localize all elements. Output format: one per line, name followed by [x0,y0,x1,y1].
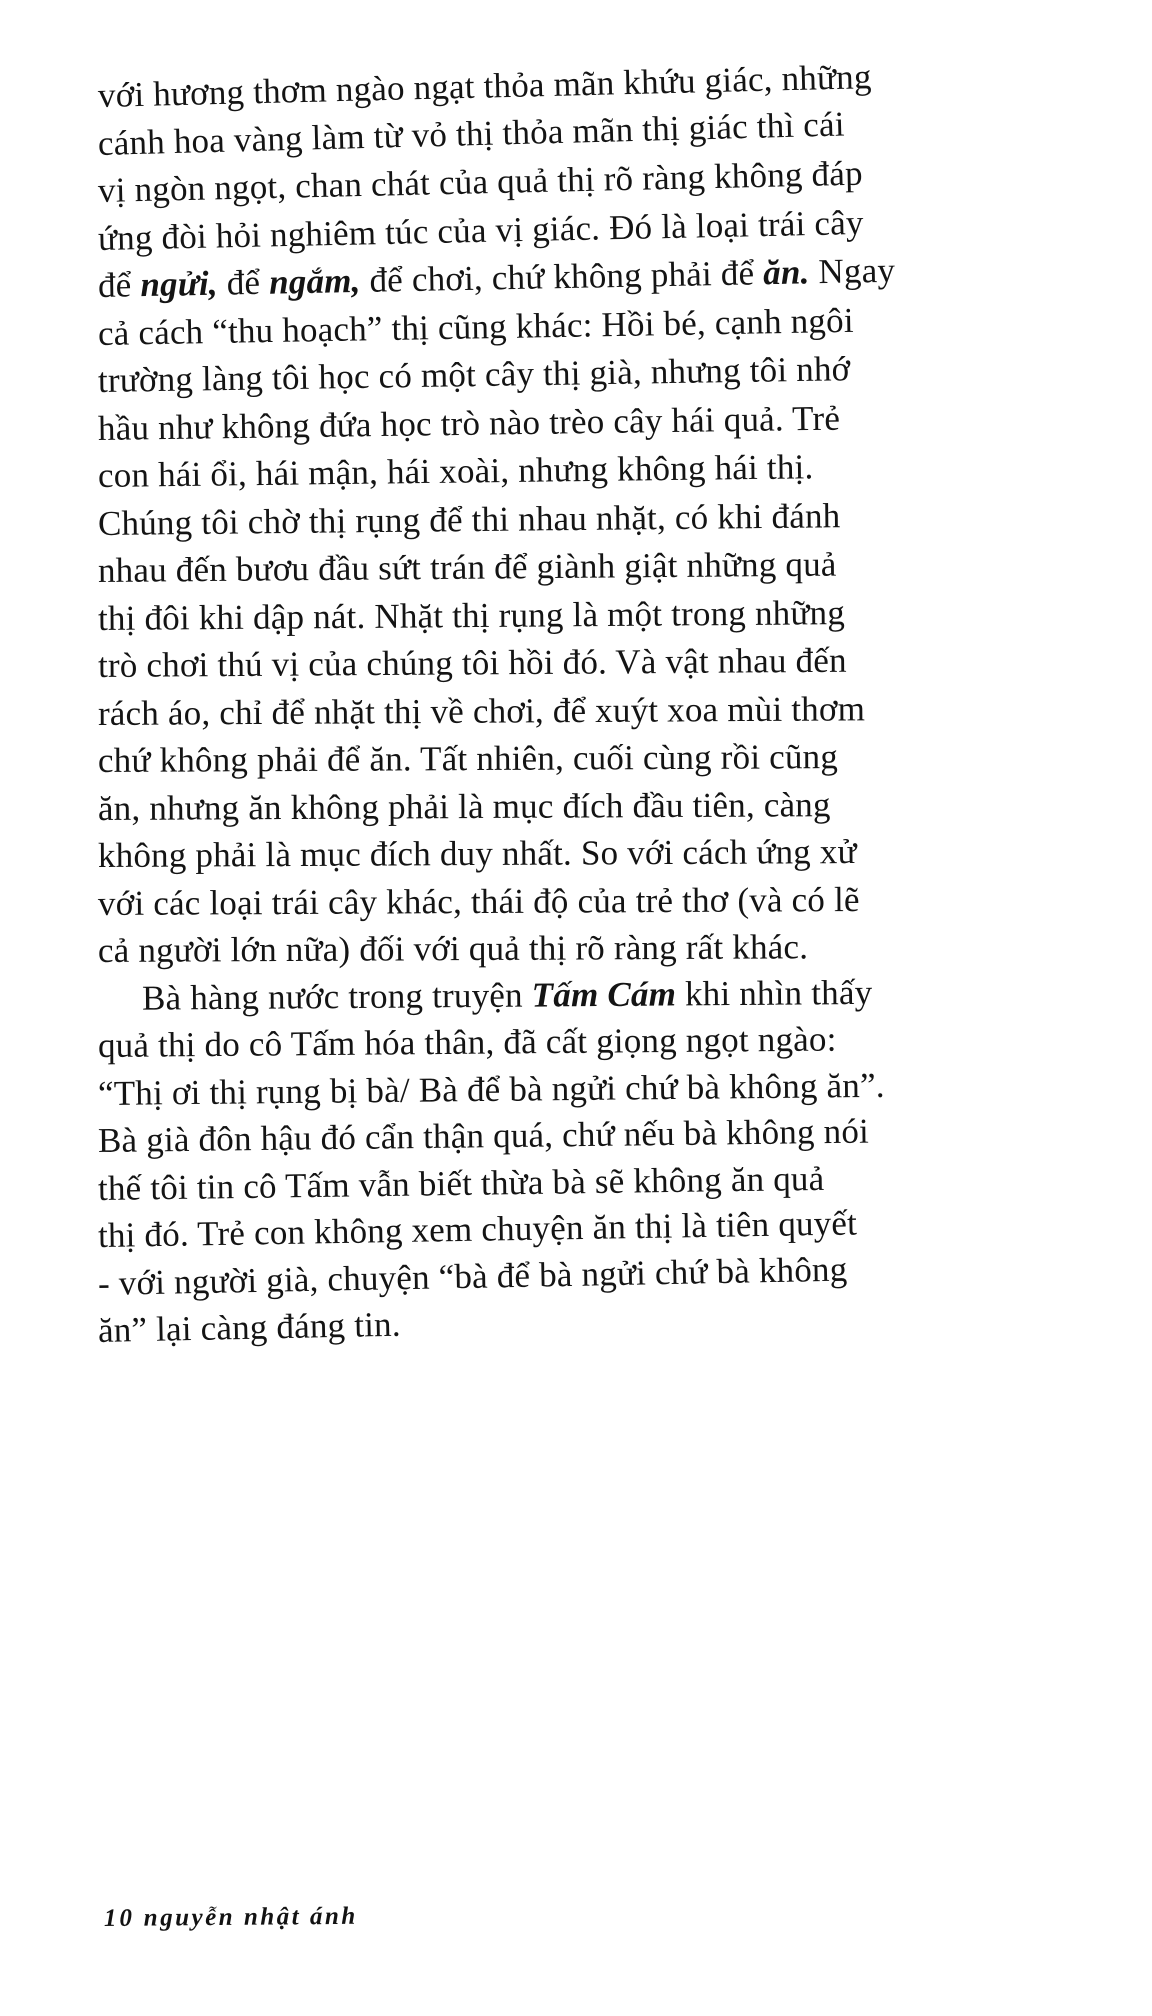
text-line: vị ngòn ngọt, chan chát của quả thị rõ ràng không đáp [97,153,864,210]
text-line: cánh hoa vàng làm từ vỏ thị thỏa mãn thị giác thì cái [97,103,846,163]
text-line: quả thị do cô Tấm hóa thân, đã cất giọng ngọt ngào: [97,1019,837,1065]
text-line: - với người già, chuyện “bà để bà ngửi chứ bà không [97,1249,848,1303]
page-footer [104,1903,358,1933]
text-line: “Thị ơi thị rụng bị bà/ Bà để bà ngửi chứ bà không ăn”. [97,1065,885,1113]
page-number: 10 [103,1904,136,1932]
text-line: hầu như không đứa học trò nào trèo cây hái quả. Trẻ [97,398,841,448]
text-line: trường làng tôi học có một cây thị già, nhưng tôi nhớ [97,349,851,400]
text-line: không phải là mục đích duy nhất. So với cách ứng xử [97,832,857,875]
text-line: cả người lớn nữa) đối với quả thị rõ ràng rất khác. [97,927,809,970]
text-line: với các loại trái cây khác, thái độ của trẻ thơ (và có lẽ [97,879,860,923]
text-line: Bà hàng nước trong truyện Tấm Cám khi nhìn thấy [141,972,873,1018]
text-line: con hái ổi, hái mận, hái xoài, nhưng không hái thị. [97,447,814,495]
text-line: cả cách “thu hoạch” thị cũng khác: Hồi bé, cạnh ngôi [97,300,855,353]
text-line: ăn, nhưng ăn không phải là mục đích đầu tiên, càng [97,784,831,828]
text-line: thế tôi tin cô Tấm vẫn biết thừa bà sẽ không ăn quả [97,1158,825,1208]
text-line: trò chơi thú vị của chúng tôi hồi đó. Và vật nhau đến [97,640,847,685]
text-line: thị đôi khi dập nát. Nhặt thị rụng là một trong những [97,592,846,638]
text-line: rách áo, chỉ để nhặt thị về chơi, để xuýt xoa mùi thơm [97,688,866,733]
text-line: thị đó. Trẻ con không xem chuyện ăn thị là tiên quyết [97,1203,858,1255]
text-line: với hương thơm ngào ngạt thỏa mãn khứu giác, những [97,57,872,115]
text-line: nhau đến bươu đầu sứt trán để giành giật những quả [97,544,837,590]
text-line: Chúng tôi chờ thị rụng để thi nhau nhặt, có khi đánh [97,495,841,543]
text-line: để ngửi, để ngắm, để chơi, chứ không phải để ăn. Ngay [97,250,896,305]
text-line: ăn” lại càng đáng tin. [97,1304,402,1350]
text-line: Bà già đôn hậu đó cẩn thận quá, chứ nếu bà không nói [97,1111,870,1160]
footer-author: nguyễn nhật ánh [143,1902,358,1932]
text-line: ứng đòi hỏi nghiêm túc của vị giác. Đó là loại trái cây [97,202,864,258]
text-line: chứ không phải để ăn. Tất nhiên, cuối cùng rồi cũng [97,737,839,780]
